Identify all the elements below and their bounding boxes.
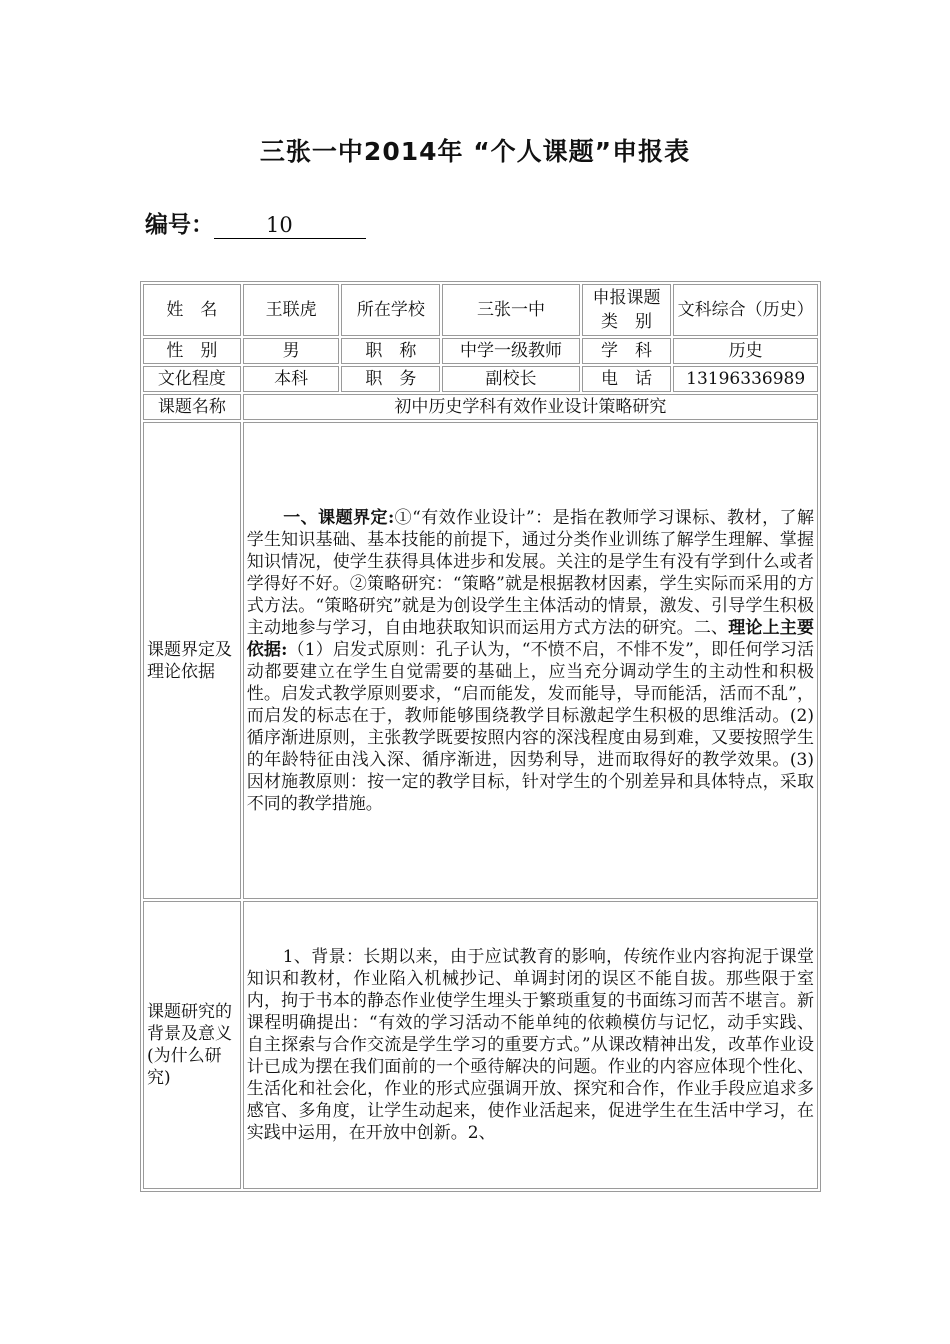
category-label: 申报课题类 别 xyxy=(582,284,672,336)
topic-label: 课题名称 xyxy=(143,394,241,420)
gender-value: 男 xyxy=(243,338,340,364)
form-row-gender xyxy=(143,338,818,364)
subject-label: 学 科 xyxy=(582,338,672,364)
name-label: 姓 名 xyxy=(143,284,241,336)
education-label: 文化程度 xyxy=(143,366,241,392)
basis-text-definition: ①“有效作业设计”：是指在教师学习课标、教材，了解学生知识基础、基本技能的前提下，通过分类作业训练了解学生理解、掌握知识情况，使学生获得具体进步和发展。关注的是学生有没有学到什么或者学得好不好。②策略研究：“策略”就是根据教材因素，学生实际而采用的方式方法。“策略研究”就是为创设学生主体活动的情景，激发、引导学生积极主动地参与学习，自由地获取知识而运用方式方法的研究。二、 xyxy=(246,507,814,638)
position-label: 职 务 xyxy=(341,366,440,392)
topic-value: 初中历史学科有效作业设计策略研究 xyxy=(243,394,818,420)
basis-label: 课题界定及理论依据 xyxy=(143,422,241,899)
form-row-basis xyxy=(143,422,818,899)
school-value: 三张一中 xyxy=(442,284,579,336)
form-number xyxy=(145,206,366,239)
background-label: 课题研究的背景及意义(为什么研究) xyxy=(143,901,241,1189)
subject-value: 历史 xyxy=(673,338,818,364)
basis-content xyxy=(243,422,818,899)
application-form-table xyxy=(140,281,821,1192)
background-content xyxy=(243,901,818,1189)
job-title-label: 职 称 xyxy=(341,338,440,364)
page-title: 三张一中2014年 “个人课题”申报表 xyxy=(259,137,691,166)
education-value: 本科 xyxy=(243,366,340,392)
form-row-education xyxy=(143,366,818,392)
school-label: 所在学校 xyxy=(341,284,440,336)
basis-text-theory: （1）启发式原则：孔子认为，“不愤不启，不悱不发”，即任何学习活动都要建立在学生自觉需要的基础上，应当充分调动学生的主动性和积极性。启发式教学原则要求，“启而能发，发而能导，导而能活，活而不乱”，而启发的标志在于，教师能够围绕教学目标激起学生积极的思维活动。(2)循序渐进原则，主张教学既要按照内容的深浅程度由易到难，又要按照学生的年龄特征由浅入深、循序渐进，因势利导，进而取得好的教学效果。(3)因材施教原则：按一定的教学目标，针对学生的个别差异和具体特点，采取不同的教学措施。 xyxy=(246,639,814,814)
phone-value: 13196336989 xyxy=(673,366,818,392)
basis-heading-definition: 一、课题界定: xyxy=(282,507,395,528)
category-value: 文科综合（历史） xyxy=(673,284,818,336)
form-row-topic xyxy=(143,394,818,420)
basis-heading-theory: 理论上主要依据: xyxy=(246,617,814,660)
position-value: 副校长 xyxy=(442,366,579,392)
form-row-background xyxy=(143,901,818,1189)
name-value: 王联虎 xyxy=(243,284,340,336)
gender-label: 性 别 xyxy=(143,338,241,364)
job-title-value: 中学一级教师 xyxy=(442,338,579,364)
form-number-value: 10 xyxy=(214,212,366,239)
form-row-name xyxy=(143,284,818,336)
phone-label: 电 话 xyxy=(582,366,672,392)
form-number-label: 编号： xyxy=(145,212,214,238)
background-text: 1、背景：长期以来，由于应试教育的影响，传统作业内容拘泥于课堂知识和教材，作业陷入机械抄记、单调封闭的误区不能自拔。那些限于室内，拘于书本的静态作业使学生埋头于繁琐重复的书面练习而苦不堪言。新课程明确提出：“有效的学习活动不能单纯的依赖模仿与记忆，动手实践、自主探索与合作交流是学生学习的重要方式。”从课改精神出发，改革作业设计已成为摆在我们面前的一个亟待解决的问题。作业的内容应体现个性化、生活化和社会化，作业的形式应强调开放、探究和合作，作业手段应追求多感官、多角度，让学生动起来，使作业活起来，促进学生在生活中学习，在实践中运用，在开放中创新。2、 xyxy=(246,947,814,1143)
